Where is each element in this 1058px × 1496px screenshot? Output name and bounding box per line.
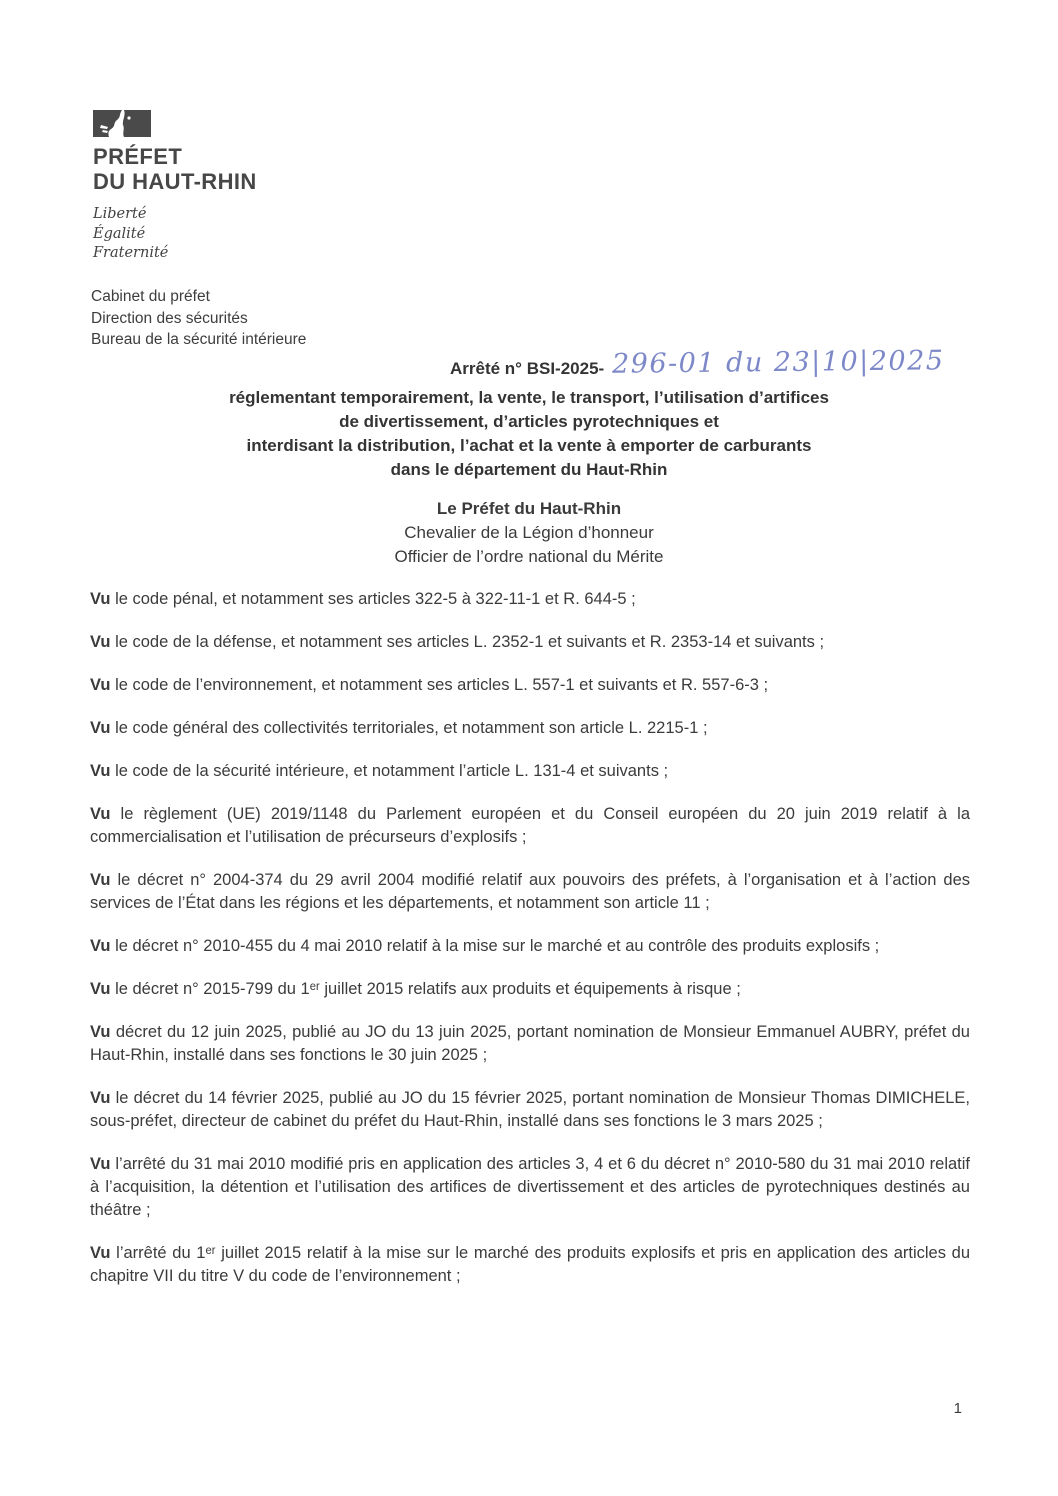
recital-prefix: Vu [90, 1244, 111, 1262]
authority-subtitle-2: Officier de l’ordre national du Mérite [394, 547, 664, 566]
recital-text: le décret du 14 février 2025, publié au JO du 15 février 2025, portant nomination de Monsieur Thomas DIMICHELE, sous-préfet, directeur de cabinet du préfet du Haut-Rhin, installé dans ses fonctions le 3 mars 2025 ; [90, 1089, 970, 1130]
service-line-2: Direction des sécurités [91, 309, 248, 327]
title-line-3: interdisant la distribution, l’achat et la vente à emporter de carburants [246, 436, 812, 455]
service-line-3: Bureau de la sécurité intérieure [91, 331, 307, 348]
recital-paragraph [90, 978, 970, 1001]
authority-title: Le Préfet du Haut-Rhin [436, 499, 622, 518]
recital-text: le règlement (UE) 2019/1148 du Parlement européen et du Conseil européen du 20 juin 2019 relatif à la commercialisation et l’utilisation de précurseurs d’explosifs ; [90, 805, 970, 846]
recital-prefix: Vu [90, 871, 111, 889]
recital-paragraph [90, 869, 970, 915]
letterhead [93, 110, 257, 264]
recital-text: le code de l’environnement, et notamment ses articles L. 557-1 et suivants et R. 557-6-3 ; [110, 676, 769, 694]
recital-paragraph [90, 1021, 970, 1067]
authority-subtitle-1: Chevalier de la Légion d’honneur [404, 523, 654, 542]
recital-paragraph [90, 1153, 970, 1222]
handwritten-decree-number: 296-01 du 23|10|2025 [612, 345, 945, 380]
recital-paragraph [90, 674, 970, 697]
decree-number-prefix: Arrêté n° BSI-2025- [450, 359, 605, 378]
recital-prefix: Vu [90, 590, 111, 608]
recital-prefix: Vu [90, 719, 111, 737]
motto [93, 205, 257, 264]
decree-title [0, 345, 1058, 482]
recital-text: le code général des collectivités territoriales, et notamment son article L. 2215-1 ; [110, 719, 708, 737]
recital-paragraph [90, 1087, 970, 1133]
recital-prefix: Vu [90, 1155, 111, 1173]
recital-prefix: Vu [90, 805, 111, 823]
recital-prefix: Vu [90, 633, 111, 651]
recital-text: le code de la sécurité intérieure, et notamment l’article L. 131-4 et suivants ; [110, 762, 669, 780]
recital-text: le décret n° 2004-374 du 29 avril 2004 modifié relatif aux pouvoirs des préfets, à l’organisation et à l’action des services de l’État dans les régions et les départements, et notamment son article 11 ; [90, 871, 970, 912]
motto-egalite: Égalité [93, 225, 146, 242]
recital-text: le code de la défense, et notamment ses articles L. 2352-1 et suivants et R. 2353-14 et suivants ; [110, 633, 825, 651]
authority-block [0, 497, 1058, 569]
recital-prefix: Vu [90, 1023, 111, 1041]
marianne-logo-icon [93, 110, 151, 137]
recital-paragraph [90, 760, 970, 783]
recital-prefix: Vu [90, 762, 111, 780]
recital-text: décret du 12 juin 2025, publié au JO du 13 juin 2025, portant nomination de Monsieur Emmanuel AUBRY, préfet du Haut-Rhin, installé dans ses fonctions le 30 juin 2025 ; [90, 1023, 970, 1064]
recital-text: le code pénal, et notamment ses articles 322-5 à 322-11-1 et R. 644-5 ; [110, 590, 636, 608]
recital-text: le décret n° 2015-799 du 1ᵉʳ juillet 2015 relatifs aux produits et équipements à risque ; [110, 980, 741, 998]
recital-paragraph [90, 1242, 970, 1288]
motto-fraternite: Fraternité [93, 245, 169, 261]
page-number: 1 [953, 1400, 962, 1417]
recital-paragraph [90, 717, 970, 740]
prefect-line-2: DU HAUT-RHIN [93, 169, 257, 194]
service-line-1: Cabinet du préfet [91, 288, 210, 305]
title-line-2: de divertissement, d’articles pyrotechniques et [339, 412, 719, 431]
recital-text: l’arrêté du 1ᵉʳ juillet 2015 relatif à la mise sur le marché des produits explosifs et pris en application des articles du chapitre VII du titre V du code de l’environnement ; [90, 1244, 970, 1285]
recital-paragraph [90, 803, 970, 849]
recitals [90, 588, 970, 1308]
recital-paragraph [90, 631, 970, 654]
recital-paragraph [90, 935, 970, 958]
motto-liberte: Liberté [93, 206, 147, 222]
title-line-4: dans le département du Haut-Rhin [390, 460, 668, 479]
recital-paragraph [90, 588, 970, 611]
recital-prefix: Vu [90, 937, 111, 955]
recital-text: le décret n° 2010-455 du 4 mai 2010 relatif à la mise sur le marché et au contrôle des produits explosifs ; [110, 937, 880, 955]
prefect-name [93, 144, 257, 194]
recital-prefix: Vu [90, 1089, 111, 1107]
recital-text: l’arrêté du 31 mai 2010 modifié pris en application des articles 3, 4 et 6 du décret n° 2010-580 du 31 mai 2010 relatif à l’acquisition, la détention et l’utilisation des artifices de divertissement et des articles de pyrotechniques destinés au théâtre ; [90, 1155, 970, 1219]
issuing-service [91, 286, 306, 351]
recital-prefix: Vu [90, 980, 111, 998]
recital-prefix: Vu [90, 676, 111, 694]
prefect-line-1: PRÉFET [93, 144, 183, 169]
decree-number-line [0, 345, 1058, 386]
title-line-1: réglementant temporairement, la vente, le transport, l’utilisation d’artifices [229, 388, 829, 407]
